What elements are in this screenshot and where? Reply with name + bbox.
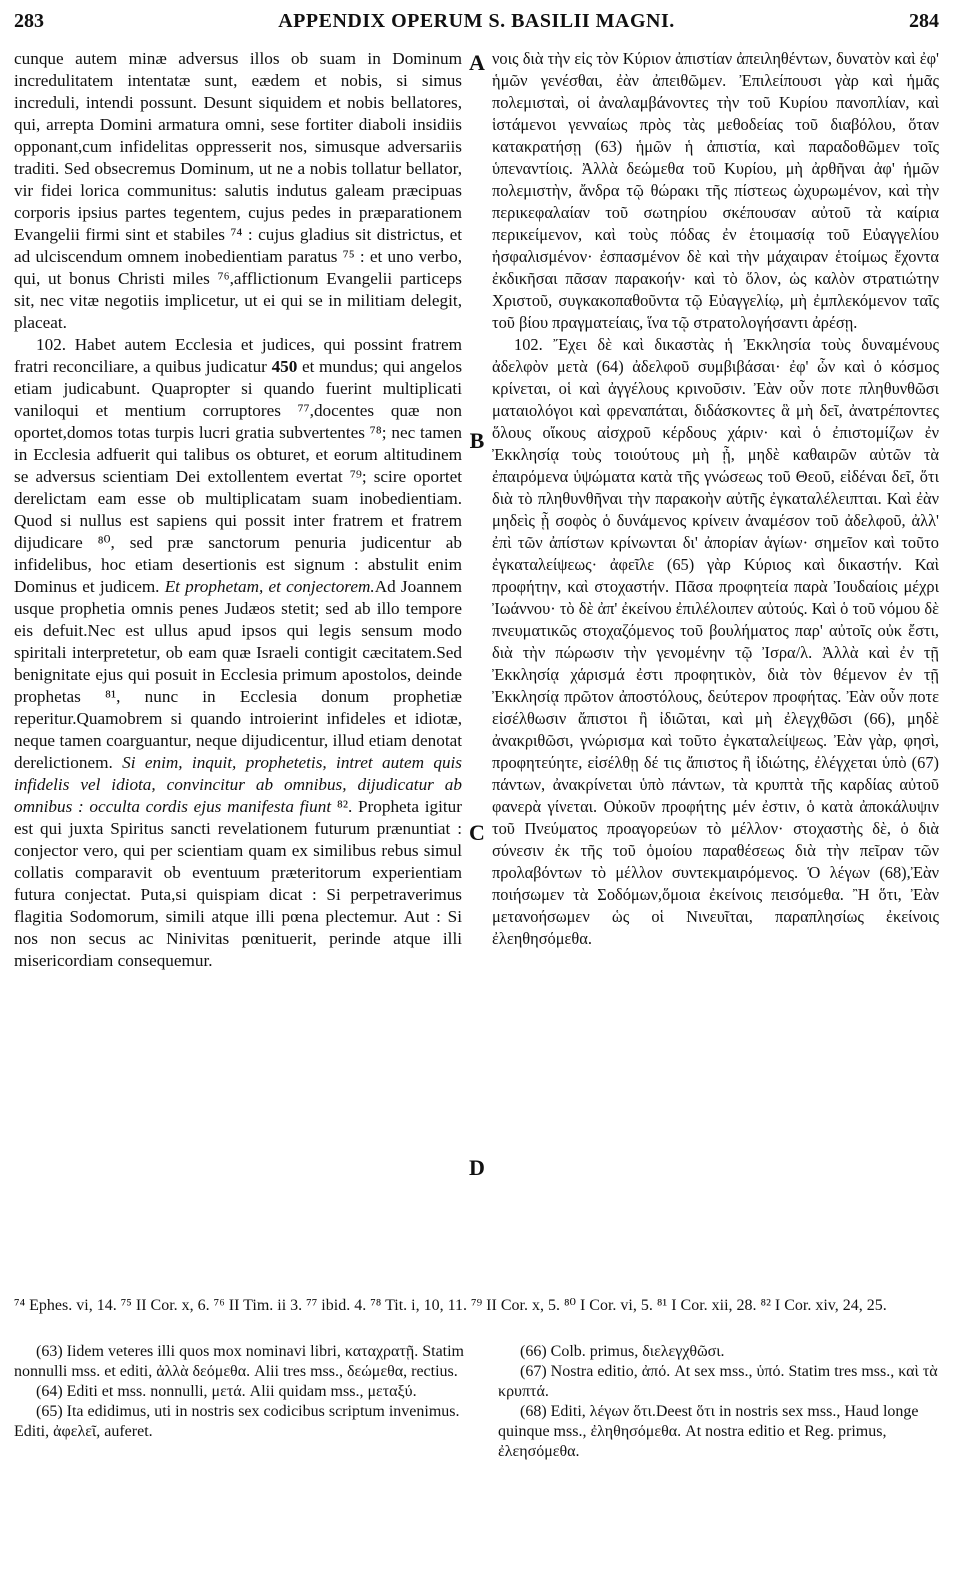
latin-paragraph-2 <box>14 334 462 972</box>
latin-p2-rest-2: Ad Joannem usque prophetia omnis penes Judæos stetit; sed ab illo tempore eis defuit.Nec est ullus apud ipsos qui legis sensum modo spiritali interpretetur, ob eam quæ Israeli contigit cæcitatem.Sed benignitate ejus qui posuit in Ecclesia primum apostolos, deinde prophetas ⁸¹, nunc in Ecclesia donum prophetiæ reperitur.Quamobrem si quando introierint infideles et idiotæ, neque tamen coarguantur, neque dijudicentur, illud etiam denotat derelictionem. <box>14 577 463 772</box>
page-number-left: 283 <box>14 10 44 32</box>
notes-left-column <box>14 1342 469 1442</box>
latin-column <box>14 48 462 972</box>
latin-paragraph-1: cunque autem minæ adversus illos ob suam in Dominum incredulitatem intentatæ sunt, eædem et nobis, si simus increduli, intendi possunt. Desunt siquidem et nobis bellatores, qui, arrepta Domini armatura omni, sese fortiter diaboli insidiis opponant,cum infidelitas oppresserit nos, simusque adversariis traditi. Sed obsecremus Dominum, ut ne a nobis tollatur bellator, vir fidei lorica communitus: salutis indutus galeam præcipuas corporis ipsius partes tegentem, cujus pedes in præparationem Evangelii firmi sint et stabiles ⁷⁴ : cujus gladius sit districtus, et ad ulciscendum omnem inobedientiam paratus ⁷⁵ : et uno verbo, qui, ut bonus Christi miles ⁷⁶,afflictionum Evangelii particeps sit, nec vitæ negotiis implicetur, ut ei qui se in militiam delegit, placeat. <box>14 49 462 332</box>
notes-right-column <box>498 1342 953 1462</box>
margin-marker-d: D <box>469 1155 485 1180</box>
latin-p2-rest-3: ⁸². Propheta igitur est qui juxta Spiritus sancti revelationem futurum prænuntiat : conjector vero, qui per scientiam quam ex similibus rebus simul collatis comparavit ob eventuum præteritorum experientiam futura conjectat. Puta,si quispiam dicat : Si perpetraverimus flagitia Sodomorum, simili atque illi pœna plectemur. Aut : Si nos non secus ac Ninivitas pœnituerit, perinde atque illi misericordiam consequemur. <box>14 797 462 970</box>
margin-marker-b: B <box>469 428 485 453</box>
note-64: (64) Editi et mss. nonnulli, μετά. Alii quidam mss., μεταξύ. <box>36 1383 417 1400</box>
latin-p2-rest: et mundus; qui angelos etiam judicabunt. Quapropter si quando fuerint multiplicati vaniloqui et mentium corruptores ⁷⁷,docentes quæ non oportet,domos totas turpis lucri gratia subvertentes ⁷⁸; nec tamen in Ecclesia adfuerit qui talibus os obturet, et eorum altitudinem se adversus scientiam Dei extollentem evertat ⁷⁹; scire oportet derelictam eam esse ob multiplicatam suam inobedientiam. Quod si nullus est sapiens qui possit inter fratrem et fratrem dijudicare ⁸⁰, sed præ sanctorum penuria judicentur ab infidelibus, hoc etiam desertionis est signum : abstulit enim Dominus et judicem. <box>14 357 463 596</box>
page-header <box>14 10 939 36</box>
note-67: (67) Nostra editio, ἀπό. At sex mss., ὑπό. Statim tres mss., καὶ τὰ κρυπτά. <box>498 1363 938 1400</box>
greek-paragraph-1: νοις διὰ τὴν εἰς τὸν Κύριον ἀπιστίαν ἀπειληθέντων, δυνατὸν καὶ ἐφ' ἡμῶν γενέσθαι, ἐὰν ἀπειθῶμεν. Ἐπιλείπουσι γὰρ καὶ ἡμᾶς πολεμισταὶ, οἱ ἀναλαμβάνοντες τὴν τοῦ Κυρίου πανοπλίαν, καὶ ἱστάμενοι γενναίως πρὸς τὰς μεθοδείας τοῦ διαβόλου, ὅταν κατακρατήσῃ (63) ἡμῶν ἡ ἀπιστία, καὶ παραδοθῶμεν τοῖς ὑπεναντίοις. Ἀλλὰ δεώμεθα τοῦ Κυρίου, μὴ ἀρθῆναι ἀφ' ἡμῶν πολεμιστὴν, ἄνδρα τῷ θώρακι τῆς πίστεως ὠχυρωμένον, καὶ τὴν περικεφαλαίαν τοῦ σωτηρίου σκέπουσαν αὐτοῦ τὰ καίρια περικείμενον, καὶ τοὺς πόδας ἐν ἑτοιμασίᾳ τοῦ Εὐαγγελίου ἠσφαλισμένον· ἐσπασμένον δὲ καὶ τὴν μάχαιραν ἑτοίμως ἔχοντα ἐκδικῆσαι πᾶσαν παρακοήν· καὶ τὸ ὅλον, ὡς καλὸν στρατιώτην Χριστοῦ, συγκακοπαθοῦντα τῷ Εὐαγγελίῳ, μὴ ἐμπλεκόμενον ταῖς τοῦ βίου πραγματείαις, ἵνα τῷ στρατολογήσαντι ἀρέσῃ. <box>492 49 939 332</box>
margin-marker-c: C <box>469 820 485 845</box>
latin-p2-italic-2: Si enim, inquit, prophetetis, intret autem quis infidelis vel idiota, convincitur ab omnibus, dijudicatur ab omnibus : occulta cordis ejus manifesta fiunt <box>14 753 462 816</box>
note-66: (66) Colb. primus, διελεγχθῶσι. <box>520 1343 725 1360</box>
latin-p2-italic-1: Et prophetam, et conjectorem. <box>164 577 375 596</box>
margin-page-number: 450 <box>271 357 298 376</box>
greek-paragraph-2: 102. Ἔχει δὲ καὶ δικαστὰς ἡ Ἐκκλησία τοὺς δυναμένους ἀδελφὸν μετὰ (64) ἀδελφοῦ συμβιβάσαι· ἐφ' ὧν καὶ ὁ κόσμος κρίνεται, οἱ καὶ ἀγγέλους κρινοῦσιν. Ἐὰν οὖν ποτε πληθυνθῶσι ματαιολόγοι καὶ φρεναπάται, διδάσκοντες ἃ μὴ δεῖ, ἀνατρέποντες ὅλους οἴκους αἰσχροῦ κέρδους χάριν· καὶ ὁ ἐπιστομίζων ἐν Ἐκκλησίᾳ τοὺς τοιούτους μὴ ᾖ, μηδὲ καθαιρῶν αὐτῶν τὰ ἐπαιρόμενα ὑψώματα κατὰ τῆς γνώσεως τοῦ Θεοῦ, εἰδέναι δεῖ, ὅτι διὰ τὸ πληθυνθῆναι τὴν παρακοὴν αὐτῆς ἐγκαταλέλειπται. Καὶ ἐὰν μηδεὶς ᾖ σοφὸς ὁ δυνάμενος κρίνειν ἀναμέσον τοῦ ἀδελφοῦ, ἀλλ' ἐπὶ τῶν ἀπίστων κρίνωνται δι' ἀπορίαν ἁγίων· σημεῖον καὶ τοῦτο ἐγκαταλείψεως· ἀφεῖλε (65) γὰρ Κύριος καὶ δικαστήν. Καὶ προφήτην, καὶ στοχαστήν. Πᾶσα προφητεία παρὰ Ἰουδαίοις μέχρι Ἰωάννου· τὸ δὲ ἀπ' ἐκείνου ἐπιλέλοιπεν αὐτούς. Καὶ ὁ τοῦ νόμου δὲ πνευματικῶς στοχαζόμενος τοῦ βουλήματος παρ' αὐτοῖς οὐκ ἔστι, διὰ τὴν πώρωσιν τὴν γενομένην τῷ Ἰσρα/λ. Ἀλλὰ καὶ ἐν τῇ Ἐκκλησίᾳ χάρισμά ἐστι προφητικὸν, διὰ τὸν θέμενον ἐν τῇ Ἐκκλησίᾳ πρῶτον ἀποστόλους, δεύτερον προφήτας. Ἐὰν οὖν ποτε εἰσέλθωσιν ἄπιστοι ἢ ἰδιῶται, καὶ μὴ ἐλεγχθῶσι (66), μηδὲ ἀνακριθῶσι, γνώρισμα καὶ τοῦτο ἐγκαταλείψεως. Ἐὰν γὰρ, φησὶ, προφητεύητε, εἰσέλθῃ δέ τις ἄπιστος ἢ ἰδιώτης, ἐλέγχεται ὑπὸ (67) πάντων, ἀνακρίνεται ὑπὸ πάντων, τὰ κρυπτὰ τῆς καρδίας αὐτοῦ φανερὰ γίνεται. Οὐκοῦν προφήτης μέν ἐστιν, ὁ κατὰ ἀποκάλυψιν τοῦ Πνεύματος προαγορεύων τὸ μέλλον· στοχαστὴς δὲ, ὁ διὰ σύνεσιν ἐκ τῆς τοῦ ὁμοίου παραθέσεως διὰ τὴν πεῖραν τῶν προλαβόντων τὸ μέλλον συντεκμαιρόμενος. Ὁ λέγων (68),Ἐὰν ποιήσωμεν τὰ Σοδόμων,ὅμοια ἐκείνοις πεισόμεθα. Ἢ ὅτι, Ἐὰν μετανοήσωμεν ὡς οἱ Νινευῖται, παραπλησίως ἐκείνοις ἐλεηθησόμεθα. <box>492 335 939 948</box>
greek-column <box>492 48 939 950</box>
note-63: (63) Iidem veteres illi quos mox nominavi libri, καταχρατῇ. Statim nonnulli mss. et editi, ἀλλὰ δεόμεθα. Alii tres mss., δεώμεθα, rectius. <box>14 1343 464 1380</box>
page-number-right: 284 <box>909 10 939 32</box>
note-65: (65) Ita edidimus, uti in nostris sex codicibus scriptum invenimus. Editi, ἀφελεῖ, auferet. <box>14 1403 460 1440</box>
note-68: (68) Editi, λέγων ὅτι.Deest ὅτι in nostris sex mss., Haud longe quinque mss., ἐληθησόμεθα. At nostra editio et Reg. primus, ἐλεησόμεθα. <box>498 1403 919 1460</box>
scripture-references: ⁷⁴ Ephes. vi, 14. ⁷⁵ II Cor. x, 6. ⁷⁶ II Tim. ii 3. ⁷⁷ ibid. 4. ⁷⁸ Tit. i, 10, 11. ⁷⁹ II Cor. x, 5. ⁸⁰ I Cor. vi, 5. ⁸¹ I Cor. xii, 28. ⁸² I Cor. xiv, 24, 25. <box>14 1297 887 1314</box>
footnotes <box>14 1296 939 1460</box>
latin-p2-start: 102. Habet autem Ecclesia et judices, qui possint fratrem fratri reconciliare, a quibus judicatur <box>14 335 462 376</box>
running-title: APPENDIX OPERUM S. BASILII MAGNI. <box>278 10 675 32</box>
margin-marker-a: A <box>469 50 485 75</box>
